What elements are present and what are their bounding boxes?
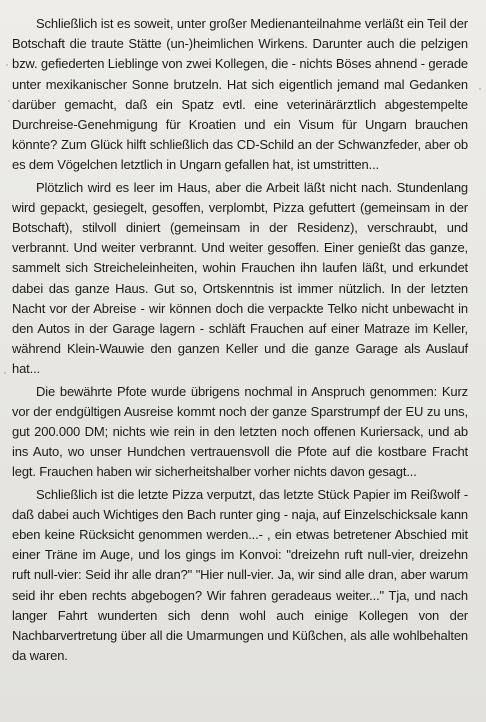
scan-speck [6,64,8,66]
scan-speck [479,88,481,90]
scan-speck [4,372,6,374]
scan-speck [8,100,10,102]
paragraph-2: Plötzlich wird es leer im Haus, aber die Arbeit läßt nicht nach. Stundenlang wird gepackt, gesiegelt, gesoffen, verplombt, Pizza gefuttert (gemeinsam in der Botschaft), stilvoll diniert (gemeinsam in der Residenz), verschraubt, und verbrannt. Und weiter verbrannt. Und weiter gesoffen. Einer genießt das ganze, sammelt sich Streicheleinheiten, wohin Frauchen ihn laufen läßt, und erkundet dabei das ganze Haus. Gut so, Ortskenntnis ist immer nützlich. In der letzten Nacht vor der Abreise - wir können doch die verpackte Telko nicht unbewacht in den Autos in der Garage lagern - schläft Frauchen auf einer Matraze im Keller, während Klein-Wauwie den ganzen Keller und die ganze Garage als Auslauf hat... [12,179,468,377]
paragraph-3: Die bewährte Pfote wurde übrigens nochmal in Anspruch genommen: Kurz vor der endgültigen Ausreise kommt noch der ganze Sparstrumpf der EU zu uns, gut 200.000 DM; nichts wie rein in den letzten noch offenen Kuriersack, und ab ins Auto, wo unser Hundchen vertrauensvoll die Pfote auf die kostbare Fracht legt. Frauchen haben wir sicherheitshalber vorher nichts davon gesagt... [12,383,468,480]
paragraph-1: Schließlich ist es soweit, unter großer Medienanteilnahme verläßt ein Teil der Botschaft die traute Stätte (un-)heimlichen Wirkens. Darunter auch die pelzigen bzw. gefiederten Lieblinge von zwei Kollegen, die - nichts Böses ahnend - gerade unter mexikanischer Sonne brutzeln. Hat sich eigentlich jemand mal Gedanken darüber gemacht, daß ein Spatz evtl. eine veterinärärztlich abgestempelte Durchreise-Genehmigung für Kroatien und ein Visum für Ungarn brauchen könnte? Zum Glück hilft schließlich das CD-Schild an der Schwanzfeder, aber ob es dem Vögelchen letztlich in Ungarn gefallen hat, ist umstritten... [12,16,468,173]
paragraph-4: Schließlich ist die letzte Pizza verputzt, das letzte Stück Papier im Reißwolf - daß dabei auch Wichtiges den Bach runter ging - naja, auf Einzelschicksale kann eben keine Rücksicht genommen werden...- , ein etwas betretener Abschied mit einer Träne im Auge, und los gings im Konvoi: "dreizehn ruft null-vier, dreizehn ruft null-vier: Seid ihr alle dran?" "Hier null-vier. Ja, wir sind alle dran, aber warum seid ihr eben rechts abgebogen? Wir fahren geradeaus weiter..." Tja, und nach langer Fahrt wunderten sich denn wohl auch einige Kollegen von der Nachbarvertretung über all die Umarmungen und Küßchen, als alle wohlbehalten da waren. [12,486,468,664]
